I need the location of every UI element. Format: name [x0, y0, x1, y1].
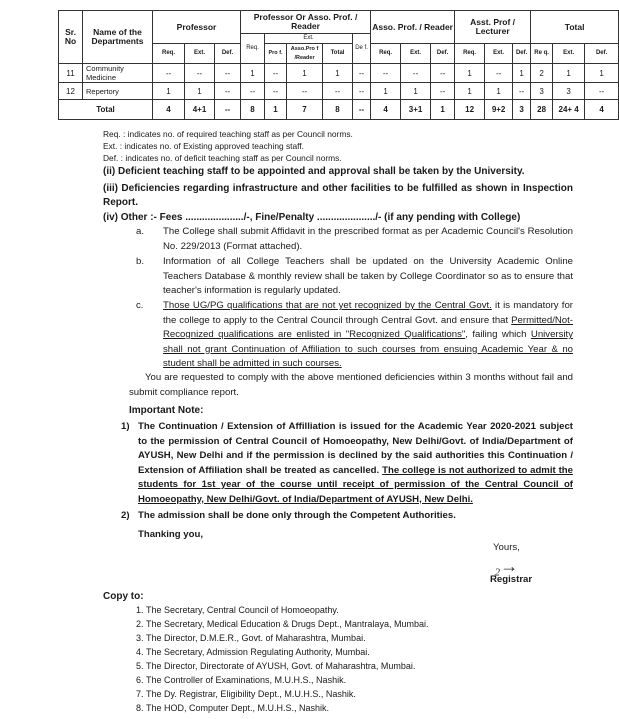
sub-def: Def.: [431, 44, 455, 64]
cell: 1: [241, 64, 265, 83]
list-item: 7. The Dy. Registrar, Eligibility Dept., M.U.H.S., Nashik.: [146, 687, 570, 701]
subpoint-c-part3: Permitted/Not-Recognized qualifications are enlisted in "Recognized Qualifications": [163, 314, 573, 340]
cell: 9+2: [485, 100, 513, 120]
subpoint-c-marker: c.: [136, 300, 144, 311]
cell: 12: [455, 100, 485, 120]
cell-sr: 11: [59, 64, 83, 83]
sub-ext-group: Ext.: [265, 34, 353, 44]
sub-req: Req.: [371, 44, 401, 64]
sub-total: Total: [323, 44, 353, 64]
comply-paragraph: You are requested to comply with the above mentioned deficiencies within 3 months without fail and submit compliance report.: [129, 372, 573, 398]
subpoint-c-part4: , failing which: [465, 329, 531, 340]
cell: 4: [153, 100, 185, 120]
sub-def: Def.: [513, 44, 531, 64]
point-iii: (iii) Deficiencies regarding infrastructure and other facilities to be fulfilled as shown in Inspection Report.: [103, 183, 573, 208]
subpoint-a-marker: a.: [136, 226, 145, 237]
cell: 1: [553, 64, 585, 83]
subpoint-c-part5: University shall not grant Continuation of Affiliation to such courses from ensuing Academic Year & no student shall be admitted in such courses.: [163, 329, 574, 369]
cell: 1: [431, 100, 455, 120]
cell: 1: [585, 64, 619, 83]
legend-def: Def. : indicates no. of deficit teaching staff as per Council norms.: [103, 153, 342, 163]
sub-req: Req.: [241, 34, 265, 64]
cell: --: [215, 83, 241, 100]
sub-def: De f.: [353, 34, 371, 64]
cell-total-label: Total: [59, 100, 153, 120]
note-1-marker: 1): [121, 421, 130, 432]
staff-table: [58, 10, 619, 120]
cell: --: [185, 64, 215, 83]
cell: 1: [455, 83, 485, 100]
cell: --: [353, 83, 371, 100]
cell: --: [215, 100, 241, 120]
cell: --: [485, 64, 513, 83]
important-note-heading: Important Note:: [129, 405, 204, 416]
cell: --: [353, 64, 371, 83]
cell: 1: [371, 83, 401, 100]
subpoint-c-part2: it is mandatory for the college to apply to the Central Council through Central Govt. and ensure that: [163, 300, 573, 326]
sub-req: Re q.: [531, 44, 553, 64]
point-ii: (ii) Deficient teaching staff to be appointed and approval shall be taken by the University.: [103, 166, 525, 177]
copy-to-list: [130, 603, 570, 715]
cell: --: [401, 64, 431, 83]
header-prof-or-asso: Professor Or Asso. Prof. / Reader: [241, 11, 371, 34]
sub-prof: Pro f.: [265, 44, 287, 64]
cell: 1: [485, 83, 513, 100]
cell: --: [431, 83, 455, 100]
sub-asso-prof-reader: Asso.Pro f /Reader: [287, 44, 323, 64]
header-sr-no: Sr. No: [59, 11, 83, 64]
header-asst: Asst. Prof / Lecturer: [455, 11, 531, 44]
cell: 7: [287, 100, 323, 120]
cell: --: [241, 83, 265, 100]
sub-ext: Ext.: [185, 44, 215, 64]
header-asso: Asso. Prof. / Reader: [371, 11, 455, 44]
cell: --: [287, 83, 323, 100]
cell: --: [353, 100, 371, 120]
cell: 1: [265, 100, 287, 120]
thanking-you: Thanking you,: [138, 529, 204, 540]
cell: 4: [585, 100, 619, 120]
subpoint-b: Information of all College Teachers shall be updated on the University Academic Online Teachers Database & monthly review shall be taken by College Coordinator so as to ensure that teacher's information is regularly updated.: [163, 256, 573, 296]
cell: 3: [531, 83, 553, 100]
cell: --: [585, 83, 619, 100]
cell: 28: [531, 100, 553, 120]
cell: --: [513, 83, 531, 100]
sub-ext: Ext.: [485, 44, 513, 64]
copy-to-heading: Copy to:: [103, 591, 144, 602]
cell: 1: [153, 83, 185, 100]
cell: 1: [401, 83, 431, 100]
cell: 3+1: [401, 100, 431, 120]
cell: --: [431, 64, 455, 83]
subpoint-c: [163, 299, 573, 372]
subpoint-c-part1: Those UG/PG qualifications that are not yet recognized by the Central Govt.: [163, 300, 492, 311]
note-1-part-a: The Continuation / Extension of Affilliation is issued for the Academic Year 2020-2021 subject to the permission of Central Council of Homoeopathy, New Delhi/Govt. of India/Department of AYUSH, New Delhi and if the permission is declined by the said authorities this Continuation / Extension of Affiliation shall be treated as cancelled.: [138, 421, 573, 476]
registrar: Registrar: [490, 574, 533, 585]
cell: 1: [513, 64, 531, 83]
yours: Yours,: [493, 542, 520, 553]
legend-ext: Ext. : indicates no. of Existing approved teaching staff.: [103, 141, 304, 151]
list-item: 8. The HOD, Computer Dept., M.U.H.S., Nashik.: [146, 701, 570, 715]
table-row: [59, 83, 619, 100]
sub-ext: Ext.: [401, 44, 431, 64]
sub-def: Def.: [585, 44, 619, 64]
list-item: 5. The Director, Directorate of AYUSH, Govt. of Maharashtra, Mumbai.: [146, 659, 570, 673]
header-professor: Professor: [153, 11, 241, 44]
sub-def: Def.: [215, 44, 241, 64]
note-2: The admission shall be done only through the Competent Authorities.: [138, 510, 456, 521]
subpoint-a: The College shall submit Affidavit in the prescribed format as per Academic Council's Resolution No. 229/2013 (Format attached).: [163, 226, 573, 252]
cell: 3: [553, 83, 585, 100]
cell-dept: Repertory: [83, 83, 153, 100]
cell: --: [153, 64, 185, 83]
list-item: 4. The Secretary, Admission Regulating Authority, Mumbai.: [146, 645, 570, 659]
cell: 8: [323, 100, 353, 120]
cell: 4: [371, 100, 401, 120]
cell: 4+1: [185, 100, 215, 120]
legend-req: Req. : indicates no. of required teaching staff as per Council norms.: [103, 129, 353, 139]
cell: 1: [455, 64, 485, 83]
sub-ext: Ext.: [553, 44, 585, 64]
cell: 24+ 4: [553, 100, 585, 120]
cell: --: [215, 64, 241, 83]
cell-sr: 12: [59, 83, 83, 100]
list-item: 2. The Secretary, Medical Education & Drugs Dept., Mantralaya, Mumbai.: [146, 617, 570, 631]
note-1: [138, 420, 573, 507]
signature-glyph: ₂→: [494, 556, 519, 576]
table-row: [59, 64, 619, 83]
cell: --: [265, 64, 287, 83]
subpoint-b-marker: b.: [136, 256, 145, 267]
header-total: Total: [531, 11, 619, 44]
list-item: 1. The Secretary, Central Council of Homoeopathy.: [146, 603, 570, 617]
note-2-marker: 2): [121, 510, 130, 521]
list-item: 3. The Director, D.M.E.R., Govt. of Maharashtra, Mumbai.: [146, 631, 570, 645]
sub-req: Req.: [153, 44, 185, 64]
cell-dept: Community Medicine: [83, 64, 153, 83]
header-department: Name of the Departments: [83, 11, 153, 64]
cell: 1: [185, 83, 215, 100]
sub-req: Req.: [455, 44, 485, 64]
cell: 1: [287, 64, 323, 83]
cell: 1: [323, 64, 353, 83]
cell: 8: [241, 100, 265, 120]
cell: --: [265, 83, 287, 100]
note-1-part-b: The college is not authorized to admit the students for 1st year of the course until receipt of permission of the Central Council of Homoeopathy, New Delhi/Govt. of India/Department of AYUSH, New Delhi.: [138, 464, 573, 505]
cell: --: [371, 64, 401, 83]
point-iv: (iv) Other :- Fees ...................../-, Fine/Penalty ...................../- (if any pending with College): [103, 212, 521, 223]
list-item: 6. The Controller of Examinations, M.U.H.S., Nashik.: [146, 673, 570, 687]
cell: 3: [513, 100, 531, 120]
cell: --: [323, 83, 353, 100]
cell: 2: [531, 64, 553, 83]
total-row: [59, 100, 619, 120]
